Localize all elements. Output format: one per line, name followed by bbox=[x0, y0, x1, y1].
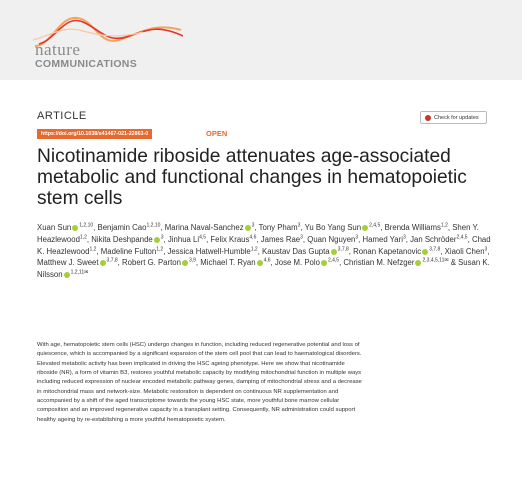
author[interactable] bbox=[101, 247, 163, 256]
check-updates-button[interactable] bbox=[420, 111, 487, 124]
check-updates-icon bbox=[425, 115, 431, 121]
article-title: Nicotinamide riboside attenuates age-associated metabolic and functional changes in hematopoietic stem cells bbox=[37, 146, 467, 209]
orcid-icon[interactable] bbox=[257, 260, 263, 266]
orcid-icon[interactable] bbox=[72, 225, 78, 231]
author-affiliation: 4,5 bbox=[199, 234, 207, 241]
author-name[interactable]: Yu Bo Yang Sun bbox=[304, 223, 362, 232]
author[interactable] bbox=[385, 223, 448, 232]
author-affiliation: 2,3,4,5,11✉ bbox=[422, 257, 449, 264]
author-affiliation: 3,7,8 bbox=[429, 246, 441, 252]
author-name[interactable]: Jose M. Polo bbox=[274, 258, 320, 268]
author-affiliation: 3 bbox=[300, 234, 303, 241]
author-affiliation: 4,6 bbox=[249, 234, 257, 241]
author-name[interactable]: Marina Naval-Sanchez bbox=[164, 223, 244, 232]
author-affiliation: 1,2,11✉ bbox=[70, 269, 89, 276]
orcid-icon[interactable] bbox=[182, 260, 188, 266]
author[interactable] bbox=[98, 223, 161, 232]
author[interactable] bbox=[445, 247, 488, 256]
author-name[interactable]: Robert G. Parton bbox=[122, 258, 181, 268]
author-affiliation: 4,6 bbox=[263, 257, 271, 264]
author-affiliation: 3 bbox=[297, 222, 301, 229]
author-name[interactable]: Quan Nguyen bbox=[307, 234, 356, 244]
author[interactable] bbox=[363, 235, 406, 244]
author-name[interactable]: Jan Schröder bbox=[410, 234, 457, 244]
author-name[interactable]: Ronan Kapetanovic bbox=[353, 246, 422, 256]
author[interactable] bbox=[37, 223, 93, 232]
journal-name-line2: COMMUNICATIONS bbox=[35, 58, 137, 70]
author-name[interactable]: Nikita Deshpande bbox=[91, 234, 153, 244]
orcid-icon[interactable] bbox=[154, 237, 160, 243]
check-updates-label: Check for updates bbox=[434, 114, 479, 121]
author-affiliation: 1,2 bbox=[440, 222, 448, 229]
author[interactable] bbox=[37, 258, 118, 267]
author-name[interactable]: Jinhua Li bbox=[167, 234, 200, 244]
author[interactable] bbox=[168, 235, 206, 244]
orcid-icon[interactable] bbox=[64, 272, 70, 278]
author[interactable] bbox=[410, 235, 468, 244]
orcid-icon[interactable] bbox=[415, 260, 421, 266]
author-affiliation: 1,2 bbox=[250, 246, 258, 252]
author-affiliation: 2,4,5 bbox=[369, 222, 381, 229]
author-affiliation: 3 bbox=[251, 222, 255, 229]
author[interactable] bbox=[343, 258, 448, 267]
author[interactable] bbox=[275, 258, 339, 267]
author-name[interactable]: Benjamin Cao bbox=[97, 223, 147, 232]
author-affiliation: 1,2 bbox=[89, 246, 97, 252]
author-name[interactable]: Hamed Yari bbox=[362, 234, 403, 244]
journal-name-line1: nature bbox=[35, 40, 81, 59]
author[interactable] bbox=[305, 223, 381, 232]
author-affiliation: 3 bbox=[355, 234, 359, 241]
author-name[interactable]: Shen Y. Heazlewood bbox=[37, 223, 479, 244]
author-list: Xuan Sun $^{1,2,10}$, Benjamin Cao$^{1,2,10}$, Marina Naval-Sanchez $^3$, Tony Pham$^3$, Yu Bo Yang Sun $^{2,4,5}$, Brenda Williams$^{1,2}$, Shen Y. Heazlewood$^{1,2}$, Nikita Deshpande $^3$, Jinhua Li$^{4,5}$, Felix Kraus$^{4,6}$, James Rae$^3$, Quan Nguyen$^3$, Hamed Yari$^3$, Jan Schröder$^{2,4,5}$, Chad K. Heazlewood$^{1,2}$, Madeline Fulton$^{1,2}$, Jessica Hatwell-Humble$^{1,2}$, Kaustav Das Gupta $^{3,7,8}$, Ronan Kapetanovic $^{3,7,8}$, Xiaoli Chen$^3$, Matthew J. Sweet $^{3,7,8}$, Robert G. Parton $^{3,9}$, Michael T. Ryan $^{4,6}$, Jose M. Polo $^{2,4,5}$, Christian M. Nefzger $^{2,3,4,5,11✉}$ & Susan K. Nilsson $^{1,2,11✉}$ bbox=[37, 222, 491, 280]
author-affiliation: 3 bbox=[160, 234, 164, 241]
author[interactable] bbox=[168, 247, 258, 256]
author[interactable] bbox=[165, 223, 255, 232]
author-affiliation: 1,2,10 bbox=[79, 222, 94, 229]
orcid-icon[interactable] bbox=[422, 249, 428, 255]
author-affiliation: 2,4,5 bbox=[327, 257, 340, 264]
author[interactable] bbox=[122, 258, 196, 267]
author-name[interactable]: Christian M. Nefzger bbox=[343, 258, 415, 268]
orcid-icon[interactable] bbox=[331, 249, 337, 255]
orcid-icon[interactable] bbox=[245, 225, 251, 231]
author-affiliation: 3,9 bbox=[188, 257, 196, 264]
author-name[interactable]: Kaustav Das Gupta bbox=[262, 246, 330, 256]
author-name[interactable]: Tony Pham bbox=[258, 223, 298, 232]
orcid-icon[interactable] bbox=[321, 260, 327, 266]
author-name[interactable]: Xuan Sun bbox=[37, 223, 72, 232]
author[interactable] bbox=[307, 235, 358, 244]
article-type-label: ARTICLE bbox=[37, 110, 87, 122]
orcid-icon[interactable] bbox=[100, 260, 106, 266]
open-access-badge: OPEN bbox=[206, 129, 228, 138]
author-name[interactable]: Susan K. Nilsson bbox=[37, 258, 490, 280]
author[interactable] bbox=[261, 235, 303, 244]
author-affiliation: 3,7,8 bbox=[106, 257, 118, 264]
author-name[interactable]: Matthew J. Sweet bbox=[37, 258, 99, 268]
author-name[interactable]: Madeline Fulton bbox=[100, 246, 157, 256]
author-name[interactable]: Michael T. Ryan bbox=[200, 258, 256, 268]
author[interactable] bbox=[200, 258, 270, 267]
abstract: With age, hematopoietic stem cells (HSC) undergo changes in function, including reduced regenerative potential and loss of quiescence, which is accompanied by a significant expansion of the stem cell pool that can lead to haematological disorders. Elevated metabolic activity has been implicated in driving the HSC ageing phenotype. Here we show that nicotinamide riboside (NR), a form of vitamin B3, restores youthful metabolic capacity by modifying mitochondrial function in multiple ways including reduced expression of nuclear encoded metabolic pathway genes, damping of mitochondrial stress and a decrease in mitochondrial mass and network-size. Metabolic restoration is dependent on continuous NR supplementation and accompanied by a shift of the aged transcriptome towards the young HSC state, more youthful bone marrow cellular composition and an improved regenerative capacity in a transplant setting. Consequently, NR administration could support healthy ageing by re-establishing a more youthful hematopoietic system. bbox=[37, 342, 362, 423]
journal-logo[interactable] bbox=[33, 10, 183, 68]
author-affiliation: 1,2,10 bbox=[146, 222, 161, 229]
author[interactable] bbox=[353, 247, 440, 256]
author-affiliation: 1,2 bbox=[156, 246, 164, 252]
doi-link[interactable]: https://doi.org/10.1038/s41467-021-22863-0 bbox=[37, 129, 152, 139]
author-name[interactable]: Jessica Hatwell-Humble bbox=[167, 246, 251, 256]
author-name[interactable]: Felix Kraus bbox=[210, 234, 250, 244]
author[interactable] bbox=[259, 223, 301, 232]
orcid-icon[interactable] bbox=[362, 225, 368, 231]
author-affiliation: 3,7,8 bbox=[337, 246, 349, 252]
author-affiliation: 3 bbox=[402, 234, 406, 241]
author[interactable] bbox=[91, 235, 163, 244]
author-name[interactable]: Xiaoli Chen bbox=[444, 246, 485, 256]
author[interactable] bbox=[210, 235, 256, 244]
author-affiliation: 2,4,5 bbox=[456, 234, 468, 241]
author-name[interactable]: James Rae bbox=[260, 234, 301, 244]
author[interactable] bbox=[262, 247, 349, 256]
author-affiliation: 3 bbox=[484, 246, 488, 252]
author-name[interactable]: Brenda Williams bbox=[384, 223, 441, 232]
author-name[interactable]: Chad K. Heazlewood bbox=[37, 234, 491, 256]
author-affiliation: 1,2 bbox=[79, 234, 87, 241]
